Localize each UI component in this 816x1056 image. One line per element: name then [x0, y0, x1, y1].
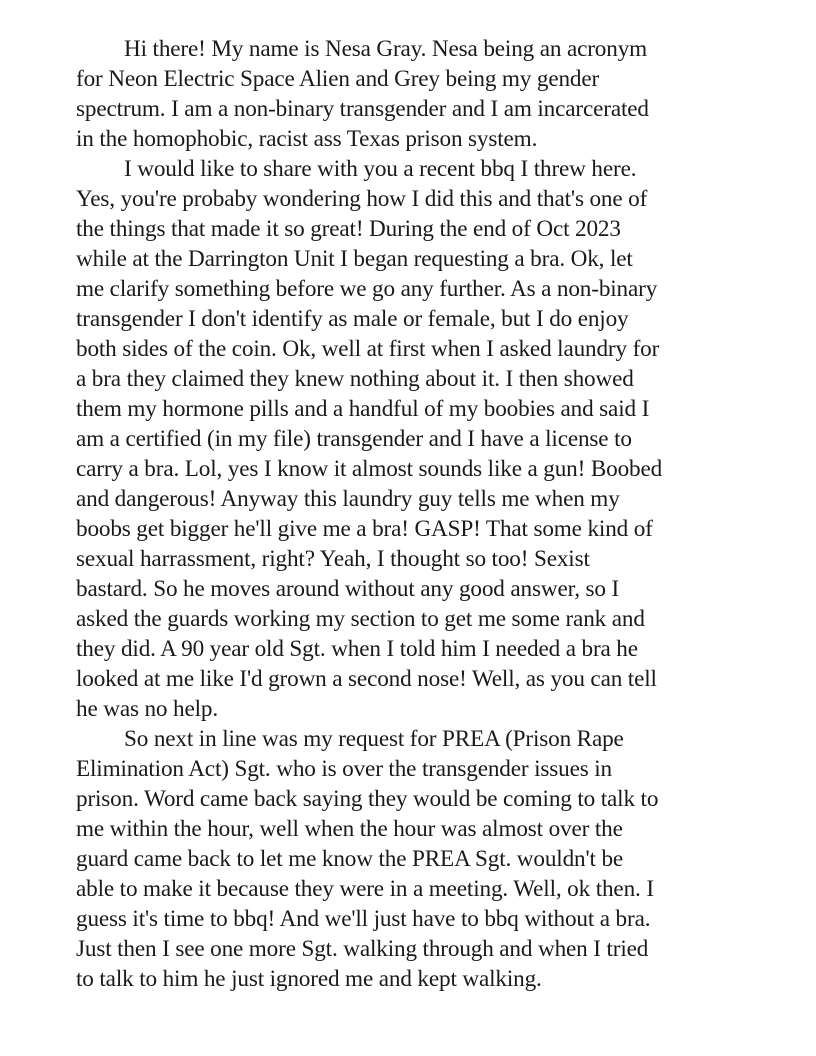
text-line: spectrum. I am a non-binary transgender and I am incarcerated — [76, 96, 649, 122]
text-line: guard came back to let me know the PREA Sgt. wouldn't be — [76, 846, 624, 872]
paragraph-2 — [76, 154, 748, 724]
text-line: bastard. So he moves around without any good answer, so I — [76, 576, 620, 602]
text-line: both sides of the coin. Ok, well at first when I asked laundry for — [76, 336, 660, 362]
text-line: boobs get bigger he'll give me a bra! GASP! That some kind of — [76, 516, 653, 542]
text-line: while at the Darrington Unit I began requesting a bra. Ok, let — [76, 246, 633, 272]
text-line: Just then I see one more Sgt. walking through and when I tried — [76, 936, 649, 962]
text-line: them my hormone pills and a handful of my boobies and said I — [76, 396, 650, 422]
text-line: carry a bra. Lol, yes I know it almost sounds like a gun! Boobed — [76, 456, 663, 482]
text-line: sexual harrassment, right? Yeah, I thought so too! Sexist — [76, 546, 590, 572]
text-line: asked the guards working my section to get me some rank and — [76, 606, 645, 632]
text-line: they did. A 90 year old Sgt. when I told him I needed a bra he — [76, 636, 638, 662]
text-line: to talk to him he just ignored me and kept walking. — [76, 966, 542, 992]
document-page — [76, 34, 748, 994]
text-line: am a certified (in my file) transgender and I have a license to — [76, 426, 632, 452]
text-line: able to make it because they were in a meeting. Well, ok then. I — [76, 876, 654, 902]
text-line: guess it's time to bbq! And we'll just have to bbq without a bra. — [76, 906, 651, 932]
text-line: transgender I don't identify as male or female, but I do enjoy — [76, 306, 629, 332]
text-line: Yes, you're probaby wondering how I did this and that's one of — [76, 186, 648, 212]
text-line: me within the hour, well when the hour was almost over the — [76, 816, 623, 842]
text-line: I would like to share with you a recent bbq I threw here. — [124, 156, 637, 182]
text-line: in the homophobic, racist ass Texas prison system. — [76, 126, 538, 152]
text-line: a bra they claimed they knew nothing about it. I then showed — [76, 366, 634, 392]
paragraph-1 — [76, 34, 748, 154]
text-line: Hi there! My name is Nesa Gray. Nesa being an acronym — [124, 36, 648, 62]
text-line: Elimination Act) Sgt. who is over the transgender issues in — [76, 756, 612, 782]
text-line: for Neon Electric Space Alien and Grey being my gender — [76, 66, 600, 92]
text-line: prison. Word came back saying they would be coming to talk to — [76, 786, 659, 812]
text-line: me clarify something before we go any further. As a non-binary — [76, 276, 658, 302]
text-line: looked at me like I'd grown a second nose! Well, as you can tell — [76, 666, 657, 692]
text-line: he was no help. — [76, 696, 218, 722]
text-line: So next in line was my request for PREA (Prison Rape — [124, 726, 624, 752]
text-line: and dangerous! Anyway this laundry guy tells me when my — [76, 486, 620, 512]
paragraph-3 — [76, 724, 748, 994]
text-line: the things that made it so great! During the end of Oct 2023 — [76, 216, 621, 242]
